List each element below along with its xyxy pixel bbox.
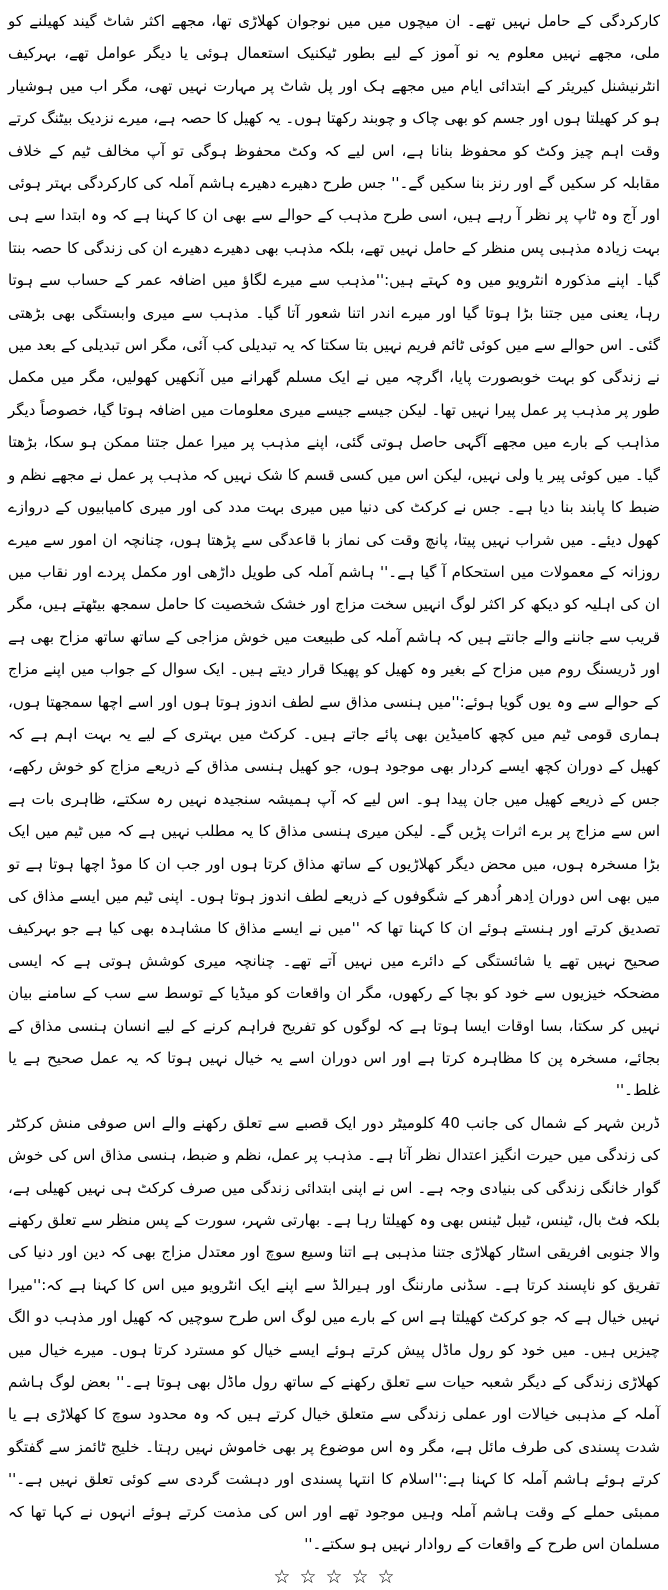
article-paragraph: ڈربن شہر کے شمال کی جانب 40 کلومیٹر دور ایک قصبے سے تعلق رکھنے والے اس صوفی منش کرکٹر کی زندگی میں حیرت انگیز اعتدال نظر آتا ہے۔ مذہب پر عمل، نظم و ضبط، ہنسی مذاق اس کی خوش گوار خانگی زندگی کی بنیادی وجہ ہے۔ اس نے اپنی ابتدائی زندگی میں صرف کرکٹ ہی نہیں کھیلی ہے، بلکہ فٹ بال، ٹینس، ٹیبل ٹینس بھی وہ کھیلتا رہا ہے۔ بھارتی شہر، سورت کے پس منظر سے تعلق رکھنے والا جنوبی افریقی اسٹار کھلاڑی جتنا مذہبی ہے اتنا وسیع سوچ اور معتدل مزاج بھی کہ دین اور دنیا کی تفریق کو ناپسند کرتا ہے۔ سڈنی مارننگ اور ہیرالڈ سے اپنے ایک انٹرویو میں اس کا کہنا ہے کہ:''میرا نہیں خیال ہے کہ جو کرکٹ کھیلتا ہے اس کے بارے میں لوگ اس طرح سوچیں کہ کھیل اور مذہب دو الگ چیزیں ہیں۔ میں خود کو رول ماڈل پیش کرتے ہوئے ایسے خیال کو مسترد کرتا ہوں۔ میرے خیال میں کھلاڑی زندگی کے دیگر شعبہ حیات سے تعلق رکھنے کے ساتھ رول ماڈل بھی ہوتا ہے۔'' بعض لوگ ہاشم آملہ کے مذہبی خیالات اور عملی زندگی سے متعلق خیال کرتے ہیں کہ وہ محدود سوچ کا کھلاڑی ہے یا شدت پسندی کی طرف مائل ہے، مگر وہ اس موضوع پر بھی خاموش نہیں رہتا۔ خلیج ٹائمز سے گفتگو کرتے ہوئے ہاشم آملہ کا کہنا ہے:''اسلام کا انتہا پسندی اور دہشت گردی سے کوئی تعلق نہیں ہے۔'' ممبئی حملے کے وقت ہاشم آملہ وہیں موجود تھے اور اس کی مذمت کرتے ہوئے انہوں نے کہا تھا کہ مسلمان اس طرح کے واقعات کے روادار نہیں ہو سکتے۔'' (8, 1113, 660, 1554)
article-paragraph: کارکردگی کے حامل نہیں تھے۔ ان میچوں میں میں نوجوان کھلاڑی تھا، مجھے اکثر شاٹ گیند کھیلنے کو ملی، مجھے نہیں معلوم یہ نو آموز کے لیے بطور ٹیکنیک استعمال ہوئی یا دیگر عوامل تھے، بہرکیف انٹرنیشنل کیریئر کے ابتدائی ایام میں مجھے ہک اور پل شاٹ پر مہارت نہیں تھی، مگر اب میں ہوشیار ہو کر کھیلتا ہوں اور جسم کو بھی چاک و چوبند رکھتا ہوں۔ یہ کھیل کا حصہ ہے، میرے نزدیک بیٹنگ کرتے وقت اہم چیز وکٹ کو محفوظ بنانا ہے، اس لیے کہ وکٹ محفوظ ہوگی تو آپ مخالف ٹیم کے خلاف مقابلہ کر سکیں گے اور رنز بنا سکیں گے۔'' جس طرح دھیرے دھیرے ہاشم آملہ کی کارکردگی بہتر ہوئی اور آج وہ ٹاپ پر نظر آ رہے ہیں، اسی طرح مذہب کے حوالے سے بھی ان کا کہنا ہے کہ وہ ابتدا سے ہی بہت زیادہ مذہبی پس منظر کے حامل نہیں تھے، بلکہ مذہب بھی دھیرے دھیرے ان کی زندگی کا حصہ بنتا گیا۔ اپنے مذکورہ انٹرویو میں وہ کہتے ہیں:''مذہب سے میرے لگاؤ میں اضافہ عمر کے حساب سے ہوتا رہا، یعنی میں جتنا بڑا ہوتا گیا اور میرے اندر اتنا شعور آتا گیا۔ مذہب سے میری وابستگی بھی بڑھتی گئی۔ اس حوالے سے میں کوئی ٹائم فریم نہیں بتا سکتا کہ یہ تبدیلی کب آئی، مگر اس تبدیلی کے بعد میں نے زندگی کو بہت خوبصورت پایا، اگرچہ میں نے ایک مسلم گھرانے میں آنکھیں کھولیں، مگر میں مکمل طور پر مذہب پر عمل پیرا نہیں تھا۔ لیکن جیسے جیسے میری معلومات میں اضافہ ہوتا گیا، خصوصاً دیگر مذاہب کے بارے میں مجھے آگہی حاصل ہوتی گئی، اپنے مذہب پر میرا عمل جتنا ممکن ہو سکا، بڑھتا گیا۔ میں کوئی پیر یا ولی نہیں، لیکن اس میں کسی قسم کا شک نہیں کہ مذہب پر عمل نے مجھے نظم و ضبط کا پابند بنا دیا ہے۔ جس نے کرکٹ کی دنیا میں میری بہت مدد کی اور میری کامیابیوں کے دروازے کھول دیئے۔ میں شراب نہیں پیتا، پانچ وقت کی نماز با قاعدگی سے پڑھتا ہوں، چنانچہ ان امور سے میرے روزانہ کے معمولات میں استحکام آ گیا ہے۔'' ہاشم آملہ کی طویل داڑھی اور مکمل پردے اور نقاب میں ان کی اہلیہ کو دیکھ کر اکثر لوگ انہیں سخت مزاج اور خشک شخصیت کا حامل سمجھ بیٹھتے ہیں، مگر قریب سے جاننے والے جانتے ہیں کہ ہاشم آملہ کی طبیعت میں خوش مزاجی کے ساتھ ساتھ مزاح بھی ہے اور ڈریسنگ روم میں مزاح کے بغیر وہ کھیل کو پھیکا قرار دیتے ہیں۔ ایک سوال کے جواب میں اپنے مزاج کے حوالے سے وہ یوں گویا ہوئے:''میں ہنسی مذاق سے لطف اندوز ہوتا ہوں اور اسے اچھا سمجھتا ہوں، ہماری قومی ٹیم میں کچھ کامیڈین بھی پائے جاتے ہیں۔ کرکٹ میں بہتری کے لیے یہ بہت اہم ہے کہ کھیل کے دوران کچھ ایسے کردار بھی موجود ہوں، جو کھیل ہنسی مذاق کے ذریعے مزاج کو خوش رکھے، جس کے ذریعے کھیل میں جان پیدا ہو۔ اس لیے کہ آپ ہمیشہ سنجیدہ نہیں رہ سکتے، ظاہری بات ہے اس سے مزاج پر برے اثرات پڑیں گے۔ لیکن میری ہنسی مذاق کا یہ مطلب نہیں ہے کہ میں ٹیم میں ایک بڑا مسخرہ ہوں، میں محض دیگر کھلاڑیوں کے ساتھ مذاق کرتا ہوں اور جب ان کا موڈ اچھا ہوتا ہے تو میں بھی اس دوران اِدھر اُدھر کے شگوفوں کے ذریعے لطف اندوز ہوتا ہوں۔ اپنی ٹیم میں ایسے مذاق کی تصدیق کرتے اور ہنستے ہوئے ان کا کہنا تھا کہ ''میں نے ایسے مذاق کا مشاہدہ بھی کیا ہے جو بہرکیف صحیح نہیں تھے یا شائستگی کے دائرے میں نہیں آتے تھے۔ چنانچہ میری کوشش ہوتی ہے کہ ایسی مضحکہ خیزیوں سے خود کو بچا کے رکھوں، مگر ان واقعات کو میڈیا کے توسط سے سب کے سامنے بیان نہیں کر سکتا، بسا اوقات ایسا ہوتا ہے کہ لوگوں کو تفریح فراہم کرنے کے لیے انسان ہنسی مذاق کے بجائے، مسخرہ پن کا مظاہرہ کرتا ہے اور اس دوران اسے یہ خیال نہیں ہوتا کہ یہ عمل صحیح ہے یا غلط۔'' (8, 12, 660, 1100)
end-of-article-stars: ☆☆☆☆☆ (273, 1565, 404, 1588)
article-text-block (8, 5, 660, 1561)
